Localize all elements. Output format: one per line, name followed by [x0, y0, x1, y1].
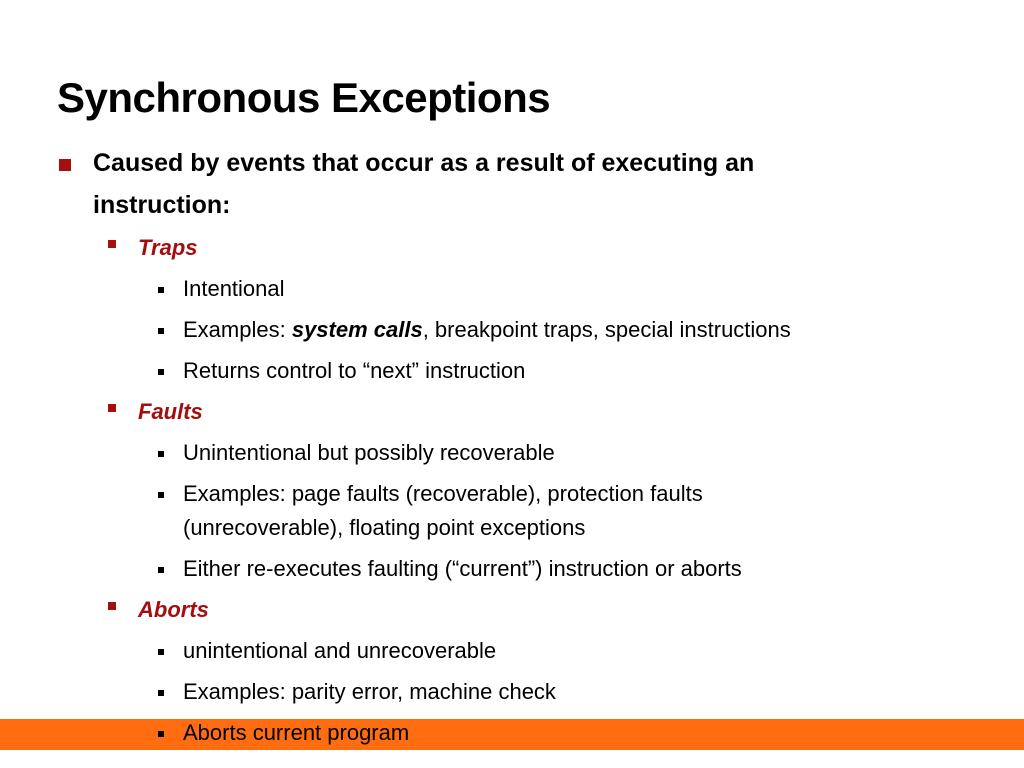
faults-label: Faults	[138, 399, 203, 424]
traps-item-1: Intentional	[183, 276, 285, 301]
main-bullet-line-1: Caused by events that occur as a result of executing an	[93, 149, 755, 177]
bullet-square-icon	[158, 369, 164, 375]
aborts-label: Aborts	[138, 597, 209, 622]
bullet-square-icon	[158, 287, 164, 293]
faults-item-2-line-2: (unrecoverable), floating point exceptions	[183, 515, 586, 540]
traps-item-2	[183, 314, 791, 346]
bullet-square-icon	[158, 451, 164, 457]
bullet-square-icon	[158, 690, 164, 696]
footer-bar	[0, 719, 1024, 750]
aborts-item-1: unintentional and unrecoverable	[183, 638, 497, 663]
traps-label: Traps	[138, 235, 198, 260]
aborts-heading	[138, 594, 209, 626]
slide-title: Synchronous Exceptions	[57, 74, 551, 121]
bullet-square-icon	[59, 159, 71, 171]
faults-item-2-line-1: Examples: page faults (recoverable), protection faults	[183, 481, 703, 506]
traps-item-2-emphasis: system calls	[291, 317, 423, 342]
traps-item-2-suffix: , breakpoint traps, special instructions	[422, 317, 791, 342]
bullet-square-icon	[158, 567, 164, 573]
traps-heading	[138, 232, 198, 264]
bullet-square-icon	[158, 731, 164, 737]
aborts-item-2: Examples: parity error, machine check	[183, 679, 556, 704]
faults-item-1: Unintentional but possibly recoverable	[183, 440, 555, 465]
bullet-square-icon	[108, 602, 116, 610]
bullet-square-icon	[108, 404, 116, 412]
faults-item-3: Either re-executes faulting (“current”) instruction or aborts	[183, 556, 742, 581]
traps-item-2-prefix: Examples:	[183, 317, 292, 342]
bullet-square-icon	[158, 328, 164, 334]
aborts-item-3: Aborts current program	[183, 720, 410, 745]
bullet-square-icon	[158, 492, 164, 498]
bullet-square-icon	[108, 240, 116, 248]
main-bullet-line-2: instruction:	[93, 191, 231, 219]
faults-heading	[138, 396, 203, 428]
traps-item-3: Returns control to “next” instruction	[183, 358, 526, 383]
bullet-square-icon	[158, 649, 164, 655]
